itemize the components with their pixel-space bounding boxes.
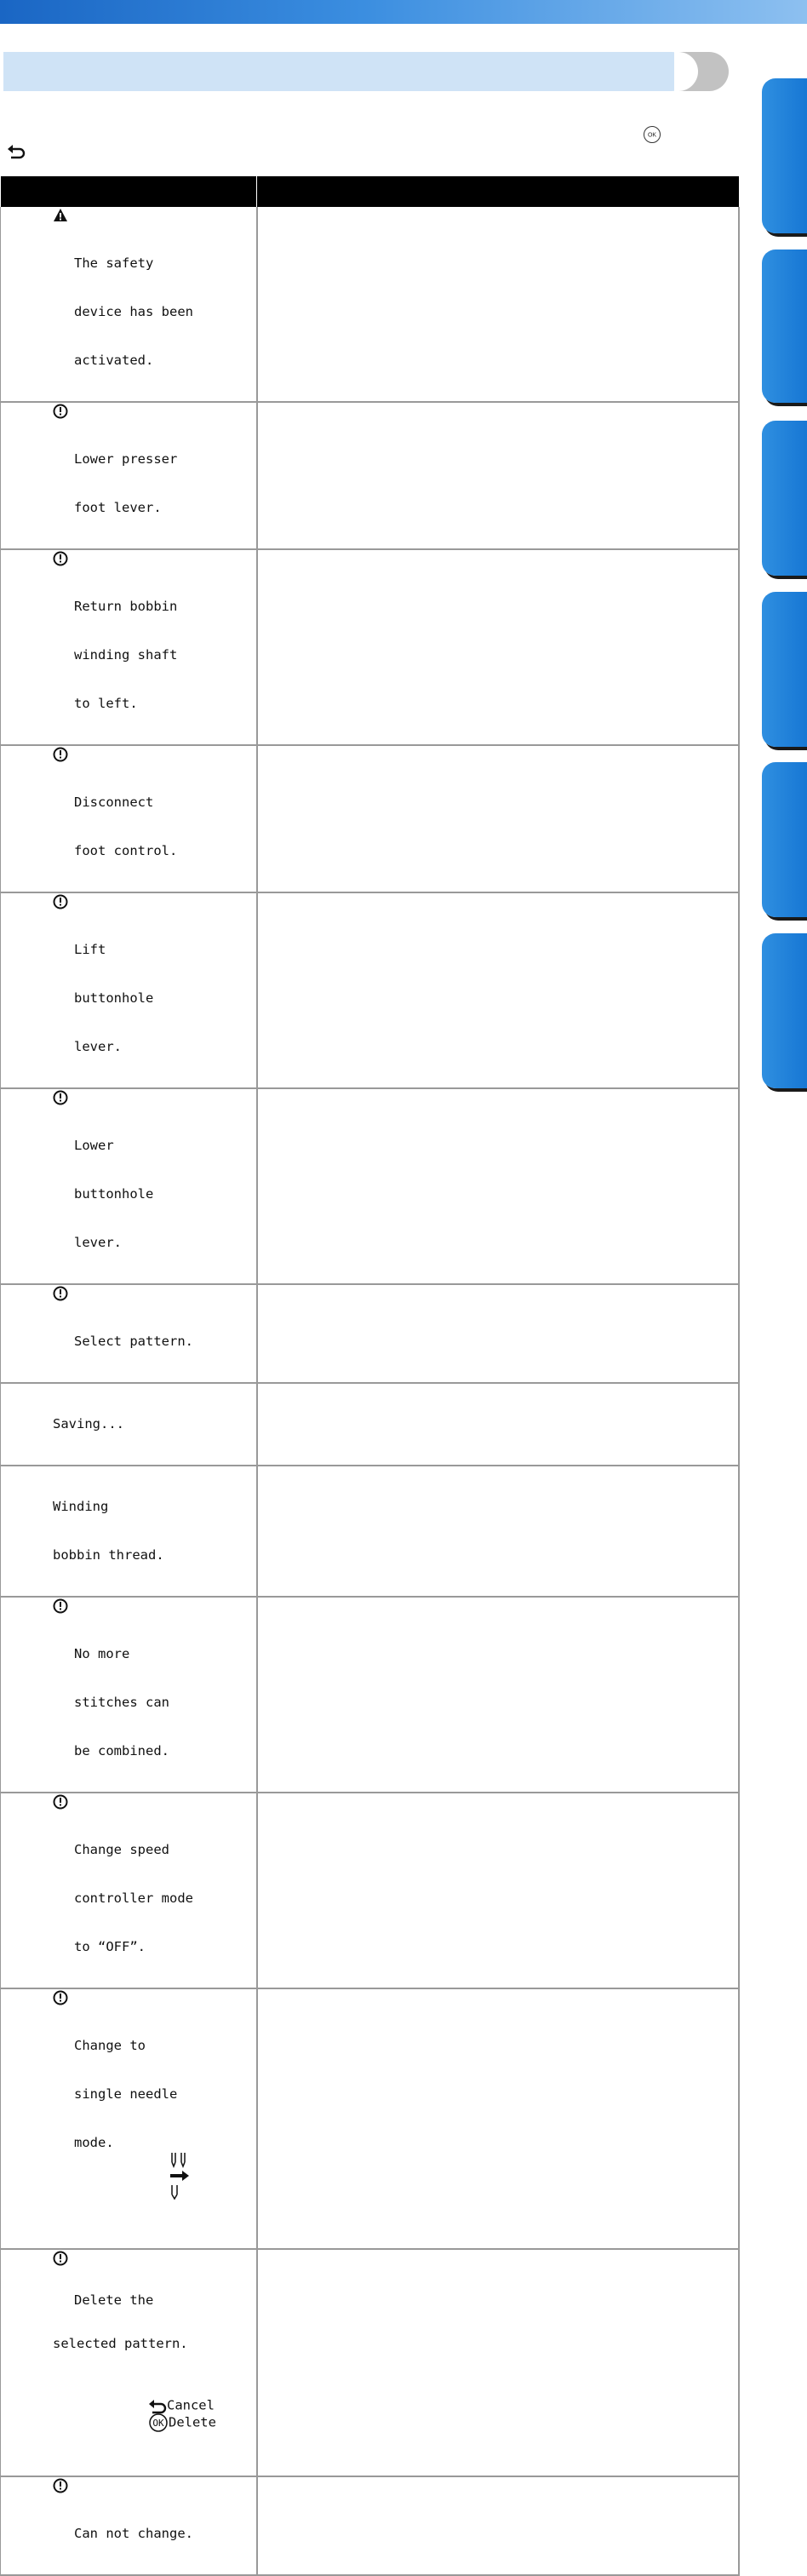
cause-cell [257,1088,739,1284]
lcd-message: The safety device has been activated. [1,207,256,401]
table-row [1,549,739,745]
ok-circle-icon [148,2413,169,2432]
alert-clock-icon [53,2478,68,2493]
lcd-message: Winding bobbin thread. [53,1499,164,1563]
lcd-message: Change to single needle mode. [1,1989,256,2248]
table-row [1,2249,739,2476]
alert-clock-icon [53,1090,68,1105]
cause-cell [257,549,739,745]
table-row [1,1793,739,1988]
cause-cell [257,1284,739,1383]
table-row [1,1466,739,1597]
cause-cell [257,1466,739,1597]
column-header-cause [257,176,739,207]
error-message-table [0,176,740,2576]
table-row [1,207,739,402]
warning-icon [53,208,68,223]
back-arrow-icon [148,2398,167,2413]
table-row [1,745,739,892]
cause-cell [257,402,739,549]
cause-cell [257,1793,739,1988]
side-tab-2[interactable] [762,250,807,403]
side-tab-6[interactable] [762,933,807,1088]
alert-clock-icon [53,894,68,909]
alert-clock-icon [53,1990,68,2005]
alert-clock-icon [53,747,68,762]
cause-cell [257,1383,739,1466]
cause-cell [257,1988,739,2249]
top-header-bar [0,0,807,24]
lcd-message: Delete the selected pattern. Cancel OK Delete [1,2250,256,2476]
table-row [1,1988,739,2249]
table-row [1,1284,739,1383]
table-row [1,1088,739,1284]
lcd-message: Disconnect foot control. [1,746,256,892]
cause-cell [257,2249,739,2476]
lcd-message: Lower buttonhole lever. [1,1089,256,1283]
cause-cell [257,745,739,892]
svg-text:OK: OK [647,132,657,139]
back-arrow-icon [7,143,26,158]
lcd-message: Lower presser foot lever. [1,403,256,548]
single-needle-icon [169,2184,180,2200]
lcd-message: No more stitches can be combined. [1,1598,256,1792]
cause-cell [257,207,739,402]
lcd-message: Saving... [53,1416,124,1431]
side-tab-4[interactable] [762,592,807,747]
side-tab-3[interactable] [762,421,807,576]
alert-clock-icon [53,1794,68,1810]
ok-button-icon [643,125,661,144]
alert-clock-icon [53,1598,68,1614]
cause-cell [257,2476,739,2575]
column-header-message [1,176,257,207]
cause-cell [257,892,739,1088]
side-tab-5[interactable] [762,762,807,917]
lcd-message: Return bobbin winding shaft to left. [1,550,256,744]
section-title-bar [3,52,691,91]
side-tab-1[interactable] [762,78,807,233]
alert-clock-icon [53,1286,68,1301]
table-header-row [1,176,739,207]
lcd-message: Select pattern. [1,1285,256,1382]
section-title-cap [674,52,729,91]
lcd-message: Change speed controller mode to “OFF”. [1,1793,256,1988]
svg-text:OK: OK [152,2418,164,2429]
alert-clock-icon [53,2251,68,2266]
table-row [1,1383,739,1466]
arrow-right-icon [169,2170,190,2182]
cause-cell [257,1597,739,1793]
lcd-message: Can not change. [1,2477,256,2574]
alert-clock-icon [53,551,68,566]
lcd-message: Lift buttonhole lever. [1,893,256,1087]
alert-clock-icon [53,404,68,419]
twin-needle-icon [169,2152,188,2167]
table-row [1,2476,739,2575]
table-row [1,1597,739,1793]
table-row [1,402,739,549]
table-row [1,892,739,1088]
